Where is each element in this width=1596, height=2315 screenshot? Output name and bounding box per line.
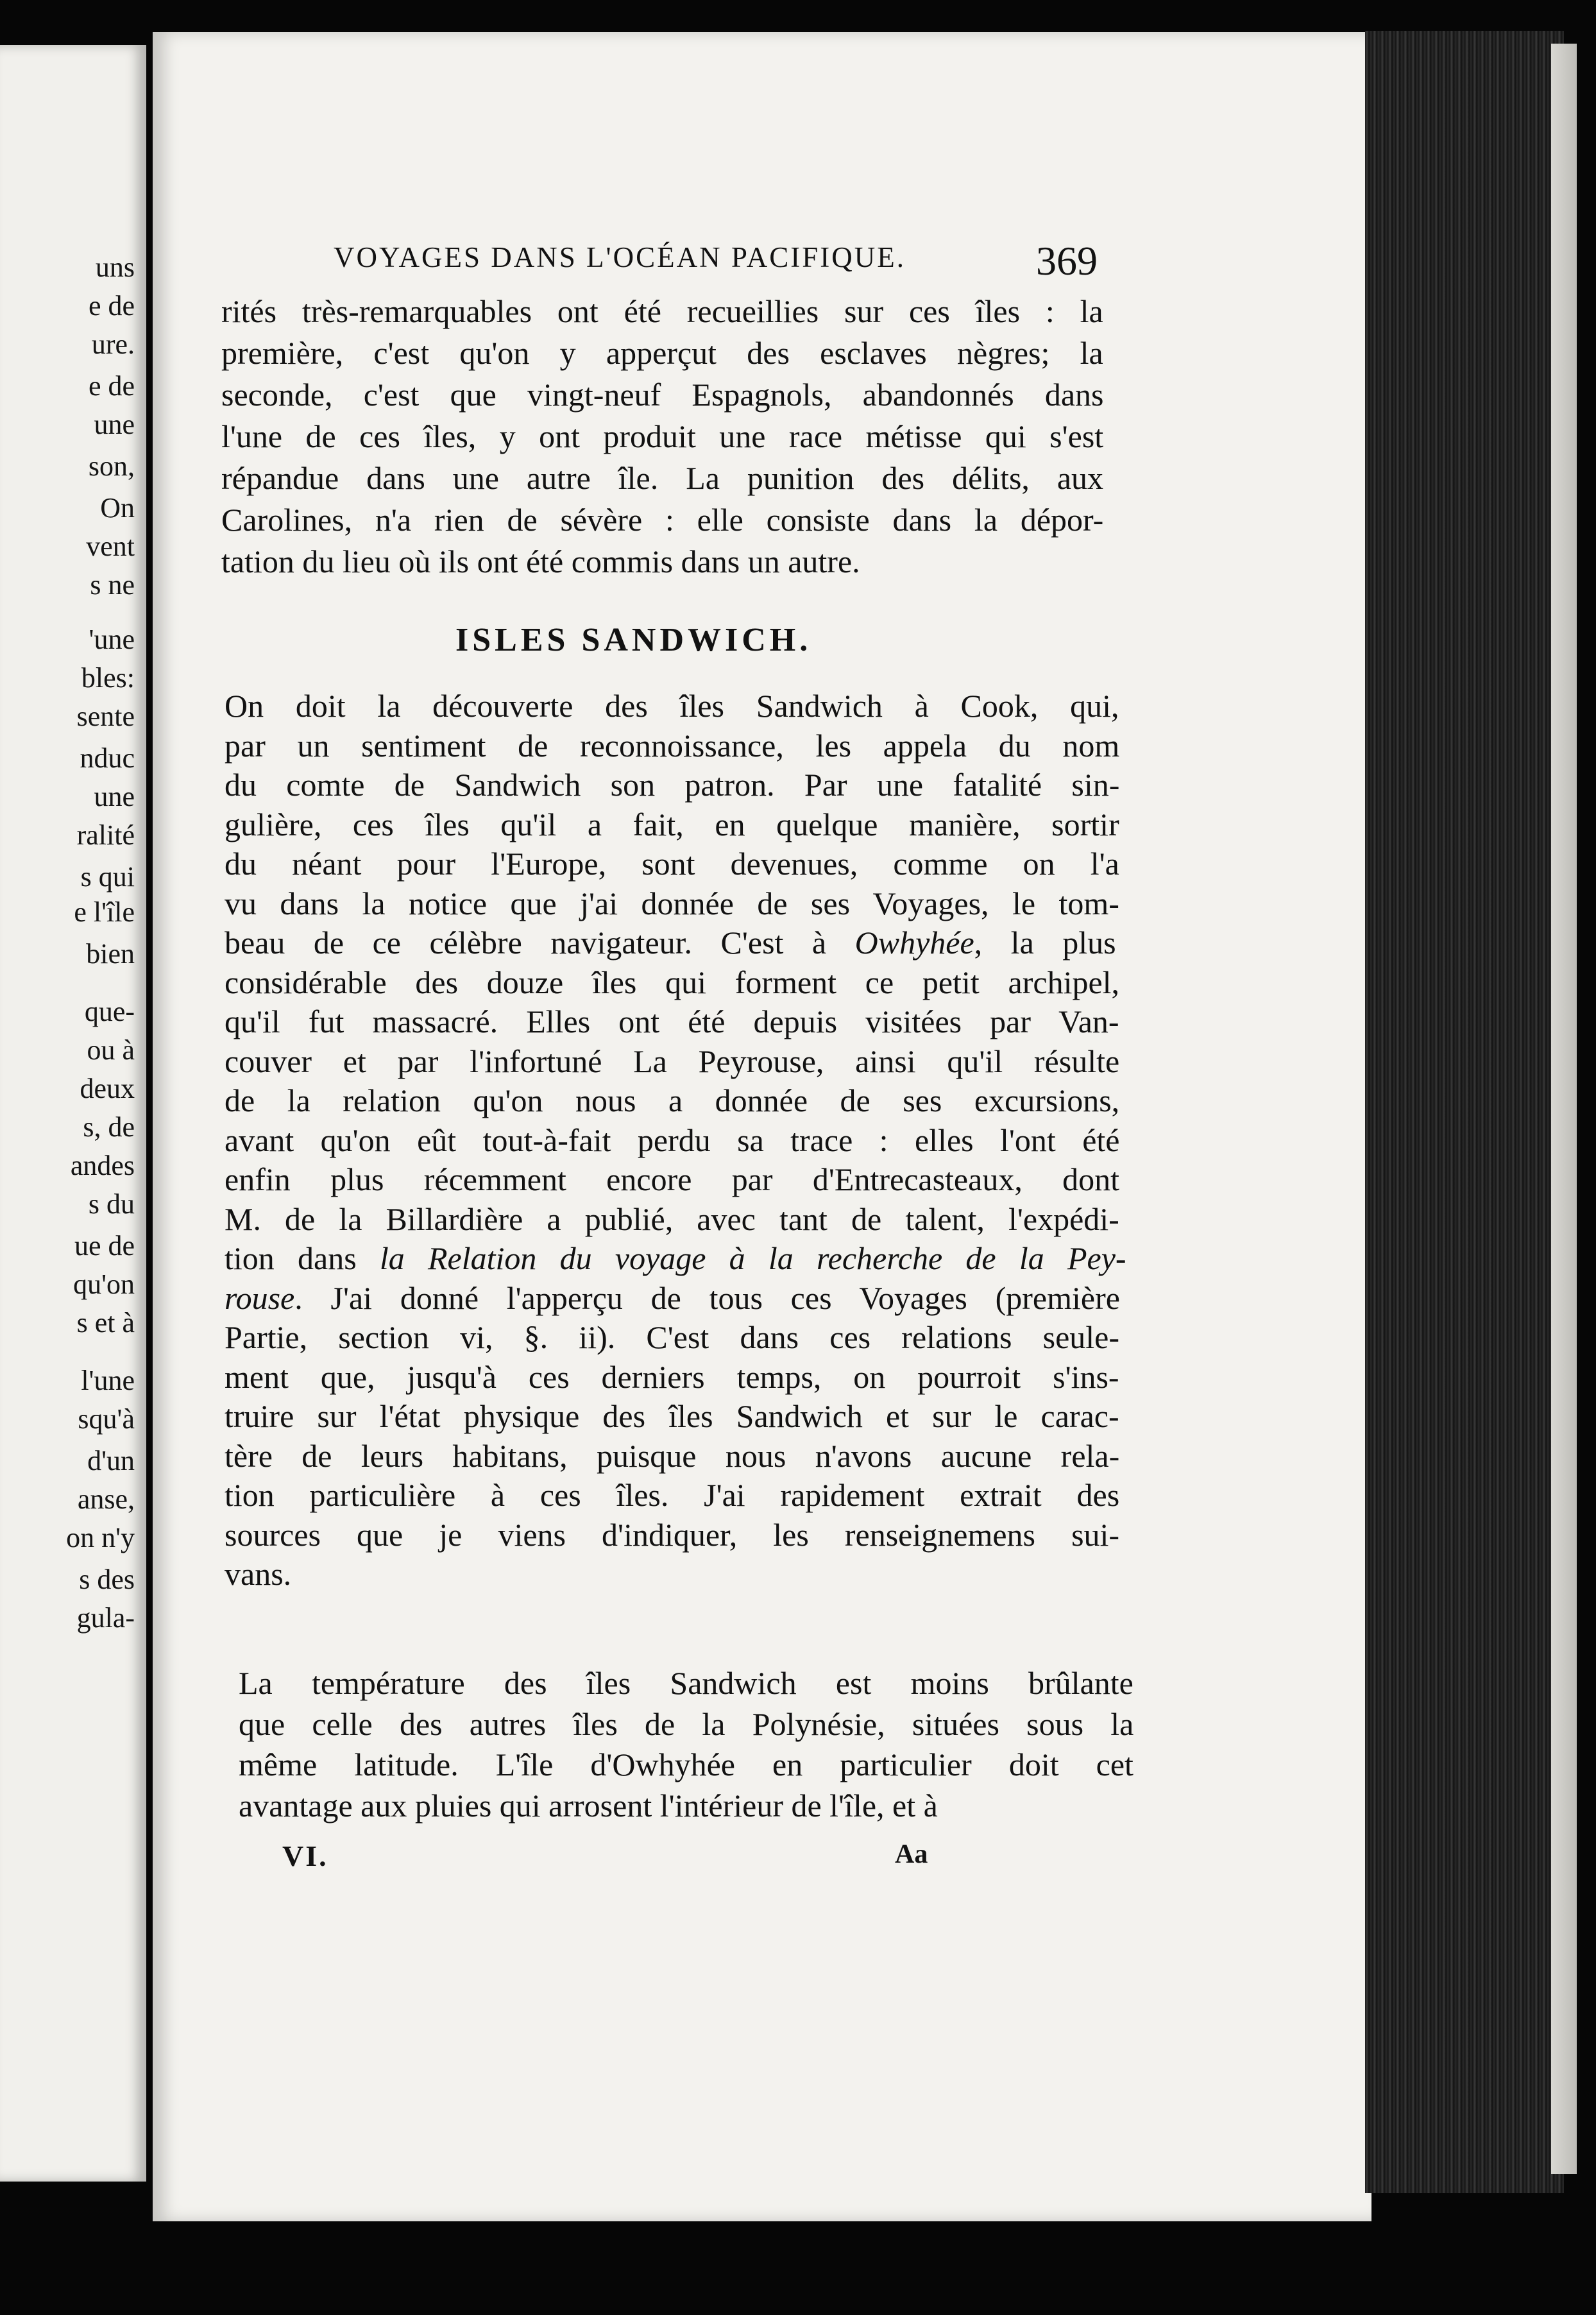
left-page-line: uns	[95, 252, 135, 283]
left-page-line: andes	[70, 1150, 135, 1181]
text-line: truire sur l'état physique des îles Sandwich et sur le carac-	[225, 1398, 1119, 1434]
text-line: par un sentiment de reconnoissance, les appela du nom	[225, 727, 1120, 764]
section-heading: ISLES SANDWICH.	[455, 622, 812, 658]
left-page-line: e l'île	[74, 896, 135, 928]
text-line: tion particulière à ces îles. J'ai rapidement extrait des	[225, 1477, 1120, 1513]
text-line: rités très-remarquables ont été recueillies sur ces îles : la	[221, 293, 1103, 329]
left-page-line: on n'y	[66, 1522, 135, 1553]
left-page-line: e de	[88, 290, 135, 321]
text-line: vu dans la notice que j'ai donnée de ses Voyages, le tom-	[225, 885, 1119, 921]
text-line: seconde, c'est que vingt-neuf Espagnols, abandonnés dans	[221, 377, 1104, 413]
left-page-line: anse,	[77, 1483, 135, 1515]
text-line: tion dans la Relation du voyage à la recherche de la Pey-	[225, 1240, 1126, 1276]
left-page-line: une	[94, 781, 135, 812]
text-line: On doit la découverte des îles Sandwich à Cook, qui,	[225, 688, 1119, 724]
text-line: gulière, ces îles qu'il a fait, en quelque manière, sortir	[225, 806, 1119, 842]
text-line: beau de ce célèbre navigateur. C'est à Owhyhée, la plus	[225, 925, 1116, 961]
left-page-line: s et à	[76, 1307, 135, 1338]
text-line: répandue dans une autre île. La punition des délits, aux	[221, 460, 1104, 496]
text-line: Carolines, n'a rien de sévère : elle consiste dans la dépor-	[221, 502, 1104, 538]
text-line: tère de leurs habitans, puisque nous n'avons aucune rela-	[225, 1437, 1120, 1474]
text-line: vans.	[225, 1556, 292, 1592]
text-line: l'une de ces îles, y ont produit une race métisse qui s'est	[221, 418, 1104, 454]
left-page-line: d'un	[87, 1445, 135, 1476]
left-page-line: bles:	[81, 662, 135, 694]
text-line: avantage aux pluies qui arrosent l'intérieur de l'île, et à	[239, 1787, 938, 1824]
left-page-line: s du	[88, 1188, 135, 1220]
left-page-line: s ne	[90, 569, 135, 601]
left-page-line: ou à	[87, 1034, 135, 1066]
signature-mark-right: Aa	[895, 1840, 928, 1869]
left-page-line: bien	[86, 938, 135, 970]
left-page-line: l'une	[81, 1365, 135, 1396]
text-line: avant qu'on eût tout-à-fait perdu sa trace : elles l'ont été	[225, 1122, 1120, 1158]
left-page-line: 'une	[89, 624, 135, 655]
text-line: du néant pour l'Europe, sont devenues, comme on l'a	[225, 846, 1119, 882]
left-page-line: squ'à	[78, 1403, 135, 1435]
text-line: qu'il fut massacré. Elles ont été depuis visitées par Van-	[225, 1004, 1119, 1039]
left-page-line: gula-	[76, 1602, 135, 1634]
left-facing-page	[0, 45, 146, 2182]
text-line: rouse. J'ai donné l'apperçu de tous ces Voyages (première	[225, 1279, 1120, 1316]
text-line: tation du lieu où ils ont été commis dans un autre.	[221, 543, 860, 579]
text-line: première, c'est qu'on y apperçut des esclaves nègres; la	[221, 335, 1103, 371]
left-page-line: que-	[84, 996, 135, 1027]
left-page-line: ue de	[74, 1230, 135, 1261]
page-edges	[1365, 31, 1564, 2193]
left-page-line: deux	[80, 1073, 135, 1104]
left-page-line: une	[94, 409, 135, 440]
left-page-line: s qui	[80, 861, 135, 893]
signature-mark-left: VI.	[282, 1840, 328, 1872]
running-title: VOYAGES DANS L'OCÉAN PACIFIQUE.	[334, 241, 906, 273]
left-page-line: qu'on	[73, 1269, 135, 1300]
text-line: sources que je viens d'indiquer, les renseignemens sui-	[225, 1516, 1120, 1553]
left-page-line: On	[100, 492, 135, 524]
left-page-line: vent	[86, 531, 135, 562]
left-page-line: son,	[88, 450, 135, 482]
text-line: que celle des autres îles de la Polynésie, situées sous la	[239, 1705, 1134, 1742]
text-line: du comte de Sandwich son patron. Par une fatalité sin-	[225, 767, 1120, 803]
left-page-line: e de	[88, 370, 135, 402]
text-line: M. de la Billardière a publié, avec tant de talent, l'expédi-	[225, 1200, 1119, 1237]
text-line: enfin plus récemment encore par d'Entrecasteaux, dont	[225, 1161, 1120, 1197]
text-line: Partie, section vi, §. ii). C'est dans ces relations seule-	[225, 1319, 1120, 1355]
left-page-line: nduc	[80, 742, 135, 774]
left-page-line: ralité	[76, 819, 135, 851]
left-page-line: sente	[76, 701, 135, 732]
left-page-line: s des	[79, 1564, 135, 1595]
text-line: considérable des douze îles qui forment ce petit archipel,	[225, 964, 1120, 1000]
text-line: ment que, jusqu'à ces derniers temps, on pourroit s'ins-	[225, 1358, 1119, 1395]
text-line: de la relation qu'on nous a donnée de ses excursions,	[225, 1082, 1120, 1118]
text-line: couver et par l'infortuné La Peyrouse, ainsi qu'il résulte	[225, 1043, 1120, 1079]
left-page-line: s, de	[83, 1111, 135, 1143]
text-line: même latitude. L'île d'Owhyhée en particulier doit cet	[239, 1747, 1133, 1782]
text-line: La température des îles Sandwich est moins brûlante	[239, 1665, 1133, 1701]
page-number: 369	[1036, 238, 1098, 284]
left-page-line: ure.	[91, 329, 135, 360]
